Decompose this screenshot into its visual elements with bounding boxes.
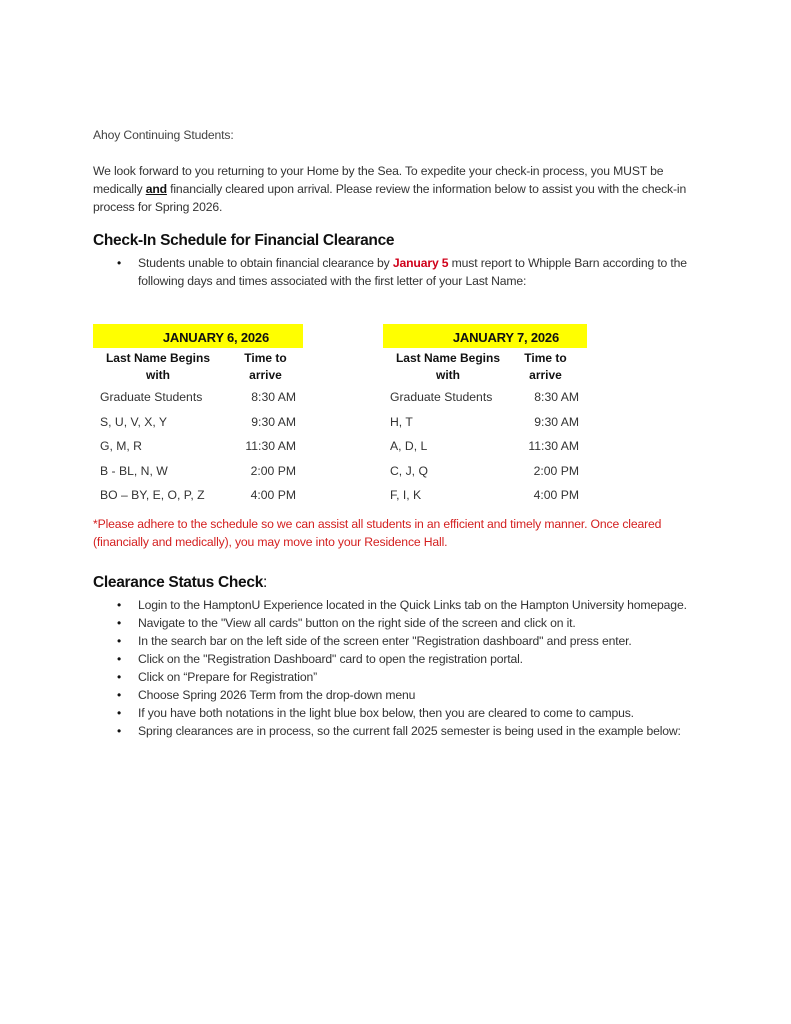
table-header <box>93 348 303 384</box>
list-item: • Navigate to the "View all cards" button on the right side of the screen and click on it. <box>93 614 723 632</box>
deadline-highlight: January 5 <box>392 256 449 270</box>
row-names: C, J, Q <box>390 463 428 478</box>
intro-emphasis: and <box>145 182 167 196</box>
table-row <box>93 409 303 434</box>
col-header-last-name: Last Name Begins with <box>395 351 501 382</box>
bullet-text-before: Students unable to obtain financial clearance by <box>138 256 393 270</box>
schedule-bullet-list <box>93 254 713 290</box>
row-names: F, I, K <box>390 488 422 502</box>
clearance-heading-text: Clearance Status Check <box>93 574 264 591</box>
schedule-table-jan6 <box>93 324 303 507</box>
row-names: Graduate Students <box>100 390 203 404</box>
col-header-time: Time to arrive <box>244 351 287 382</box>
date-banner: JANUARY 7, 2026 <box>383 324 587 348</box>
row-names: G, M, R <box>100 439 142 453</box>
intro-paragraph <box>93 162 713 216</box>
row-time: 4:00 PM <box>250 488 296 502</box>
table-row <box>93 482 303 507</box>
list-item: • Choose Spring 2026 Term from the drop-down menu <box>93 686 723 704</box>
table-row <box>383 458 587 483</box>
row-time: 11:30 AM <box>528 439 579 453</box>
intro-text-1: We look forward to you returning to your Home by the Sea. To expedite your check-in process, you MUST be medically <box>93 164 664 196</box>
row-names: H, T <box>390 414 413 429</box>
greeting: Ahoy Continuing Students: <box>93 128 234 142</box>
table-row <box>93 458 303 483</box>
row-names: A, D, L <box>390 439 428 453</box>
schedule-bullet <box>93 254 713 290</box>
schedule-table-jan7 <box>383 324 587 507</box>
table-row <box>383 384 587 409</box>
list-item: • If you have both notations in the light blue box below, then you are cleared to come to campus. <box>93 704 723 722</box>
row-time: 9:30 AM <box>534 414 579 429</box>
schedule-note: *Please adhere to the schedule so we can assist all students in an efficient and timely manner. Once cleared (financially and medically), you may move into your Residence Hall. <box>93 517 662 549</box>
table-header <box>383 348 587 384</box>
list-item: • Login to the HamptonU Experience located in the Quick Links tab on the Hampton University homepage. <box>93 596 723 614</box>
row-names: B - BL, N, W <box>100 463 168 478</box>
row-time: 2:00 PM <box>250 463 296 478</box>
bullet-text-after: must report to Whipple Barn according to the following days and times associated with the first letter of your Last Name: <box>138 256 687 288</box>
table-row <box>383 409 587 434</box>
clearance-heading <box>93 574 267 592</box>
row-names: BO – BY, E, O, P, Z <box>100 488 205 502</box>
row-time: 8:30 AM <box>251 390 296 404</box>
row-time: 9:30 AM <box>251 414 296 429</box>
clearance-heading-colon: : <box>263 574 268 591</box>
row-names: S, U, V, X, Y <box>100 414 168 429</box>
list-item: • Spring clearances are in process, so the current fall 2025 semester is being used in the example below: <box>93 722 723 740</box>
table-row <box>383 482 587 507</box>
schedule-heading: Check-In Schedule for Financial Clearance <box>93 232 395 249</box>
list-item: • In the search bar on the left side of the screen enter "Registration dashboard" and press enter. <box>93 632 723 650</box>
row-names: Graduate Students <box>390 390 493 404</box>
row-time: 4:00 PM <box>533 488 579 502</box>
col-header-last-name: Last Name Begins with <box>105 351 211 382</box>
table-row <box>93 433 303 458</box>
row-time: 2:00 PM <box>533 463 579 478</box>
clearance-steps-list <box>93 596 723 740</box>
row-time: 8:30 AM <box>534 390 579 404</box>
row-time: 11:30 AM <box>245 439 296 453</box>
list-item: • Click on “Prepare for Registration” <box>93 668 723 686</box>
table-row <box>93 384 303 409</box>
intro-text-2: financially cleared upon arrival. Please review the information below to assist you with the check-in process for Spring 2026. <box>93 182 687 214</box>
table-row <box>383 433 587 458</box>
col-header-time: Time to arrive <box>524 351 567 382</box>
list-item: • Click on the "Registration Dashboard" card to open the registration portal. <box>93 650 723 668</box>
date-banner: JANUARY 6, 2026 <box>93 324 303 348</box>
